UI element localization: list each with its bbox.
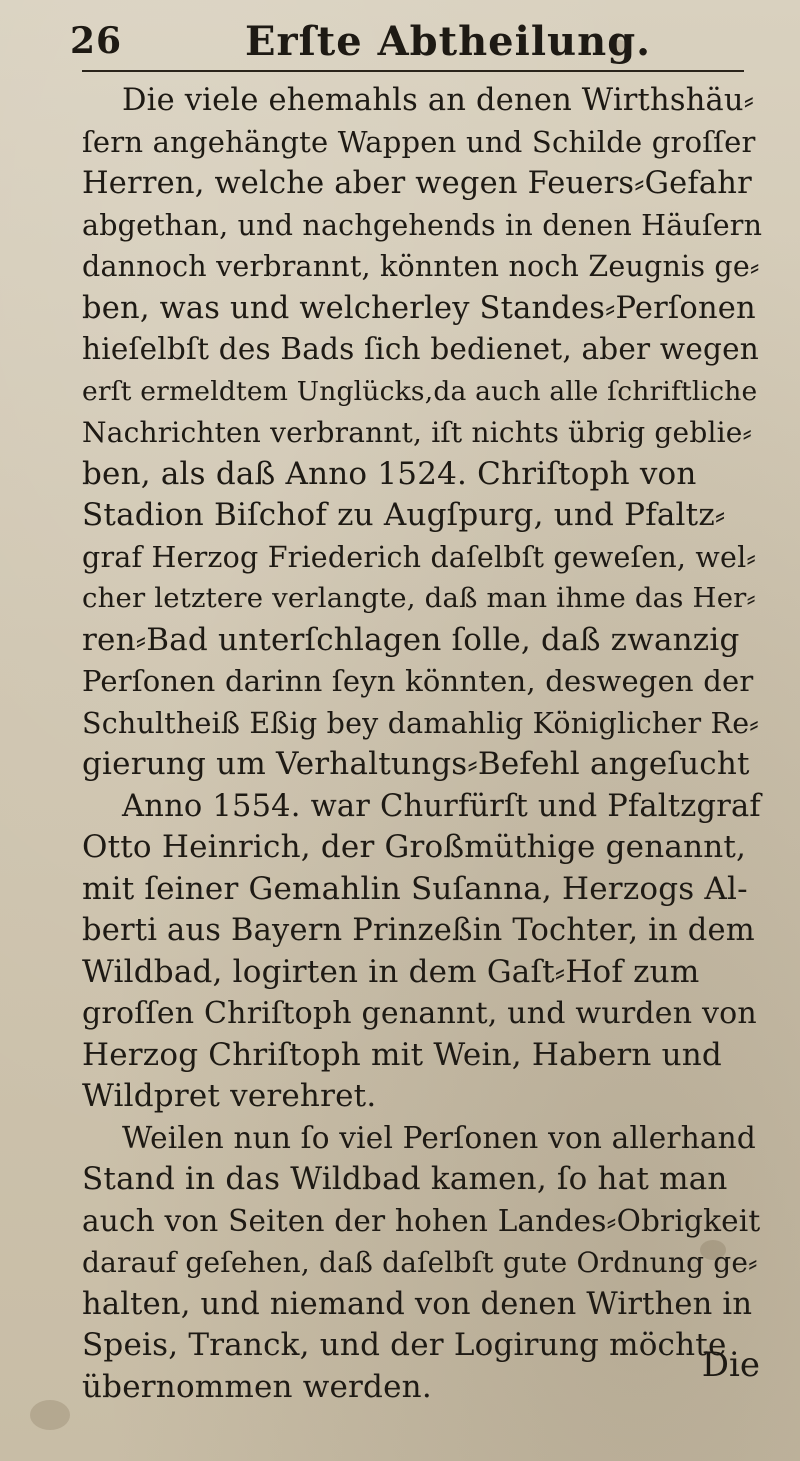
page-number: 26: [70, 20, 123, 62]
text-line: Otto Heinrich, der Großmüthige genannt,: [82, 829, 747, 865]
text-line: Wildbad, logirten in dem Gaſt⸗Hof zum: [82, 953, 700, 990]
text-line: cher letztere verlangte, daß man ihme das Her⸗: [82, 582, 756, 614]
text-line: dannoch verbrannt, könnten noch Zeugnis ge⸗: [82, 250, 760, 283]
text-line: ren⸗Bad unterſchlagen ſolle, daß zwanzig: [82, 621, 740, 658]
text-line: auch von Seiten der hohen Landes⸗Obrigkeit: [82, 1203, 761, 1238]
paper-stain: [30, 1400, 70, 1430]
page-header: [70, 10, 750, 70]
text-line: ben, als daß Anno 1524. Chriſtoph von: [82, 455, 697, 492]
text-line: mit ſeiner Gemahlin Suſanna, Herzogs Al-: [82, 870, 748, 907]
text-line: berti aus Bayern Prinzeßin Tochter, in dem: [82, 913, 755, 948]
text-line: Stand in das Wildbad kamen, ſo hat man: [82, 1161, 728, 1197]
text-line: darauf geſehen, daß daſelbſt gute Ordnung ge⸗: [82, 1246, 758, 1279]
text-line: Die viele ehemahls an denen Wirthshäu⸗: [122, 83, 755, 118]
text-line: ſern angehängte Wappen und Schilde groſſer: [82, 124, 756, 159]
text-line: erſt ermeldtem Unglücks,da auch alle ſchriftliche: [82, 375, 758, 407]
header-rule: [82, 70, 744, 72]
text-line: Stadion Biſchof zu Augſpurg, und Pfaltz⸗: [82, 497, 726, 533]
text-line: Herren, welche aber wegen Feuers⸗Gefahr: [82, 166, 752, 201]
text-line: abgethan, und nachgehends in denen Häuſern: [82, 208, 763, 242]
text-line: übernommen werden.: [82, 1368, 432, 1405]
text-line: hieſelbſt des Bads ſich bedienet, aber wegen: [82, 332, 759, 366]
text-line: halten, und niemand von denen Wirthen in: [82, 1286, 753, 1322]
catchword: Die: [701, 1345, 760, 1385]
text-line: Wildpret verehret.: [82, 1078, 377, 1114]
text-line: Perſonen darinn ſeyn könnten, deswegen der: [82, 664, 754, 698]
body-text: [82, 80, 762, 1408]
text-line: graf Herzog Friederich daſelbſt geweſen, wel⸗: [82, 540, 757, 574]
text-line: Herzog Chriſtoph mit Wein, Habern und: [82, 1036, 722, 1073]
text-line: Nachrichten verbrannt, iſt nichts übrig geblie⸗: [82, 416, 753, 449]
text-line: Anno 1554. war Churfürſt und Pfaltzgraf: [122, 788, 761, 824]
running-head: Erſte Abtheilung.: [245, 18, 652, 65]
text-line: ben, was und welcherley Standes⸗Perſonen: [82, 290, 756, 326]
text-line: Weilen nun ſo viel Perſonen von allerhand: [122, 1120, 756, 1155]
text-line: groſſen Chriſtoph genannt, und wurden von: [82, 996, 757, 1031]
text-line: Speis, Tranck, und der Logirung möchte: [82, 1327, 727, 1363]
text-line: Schultheiß Eßig bey damahlig Königlicher Re⸗: [82, 706, 759, 740]
text-line: gierung um Verhaltungs⸗Befehl angeſucht: [82, 746, 750, 782]
